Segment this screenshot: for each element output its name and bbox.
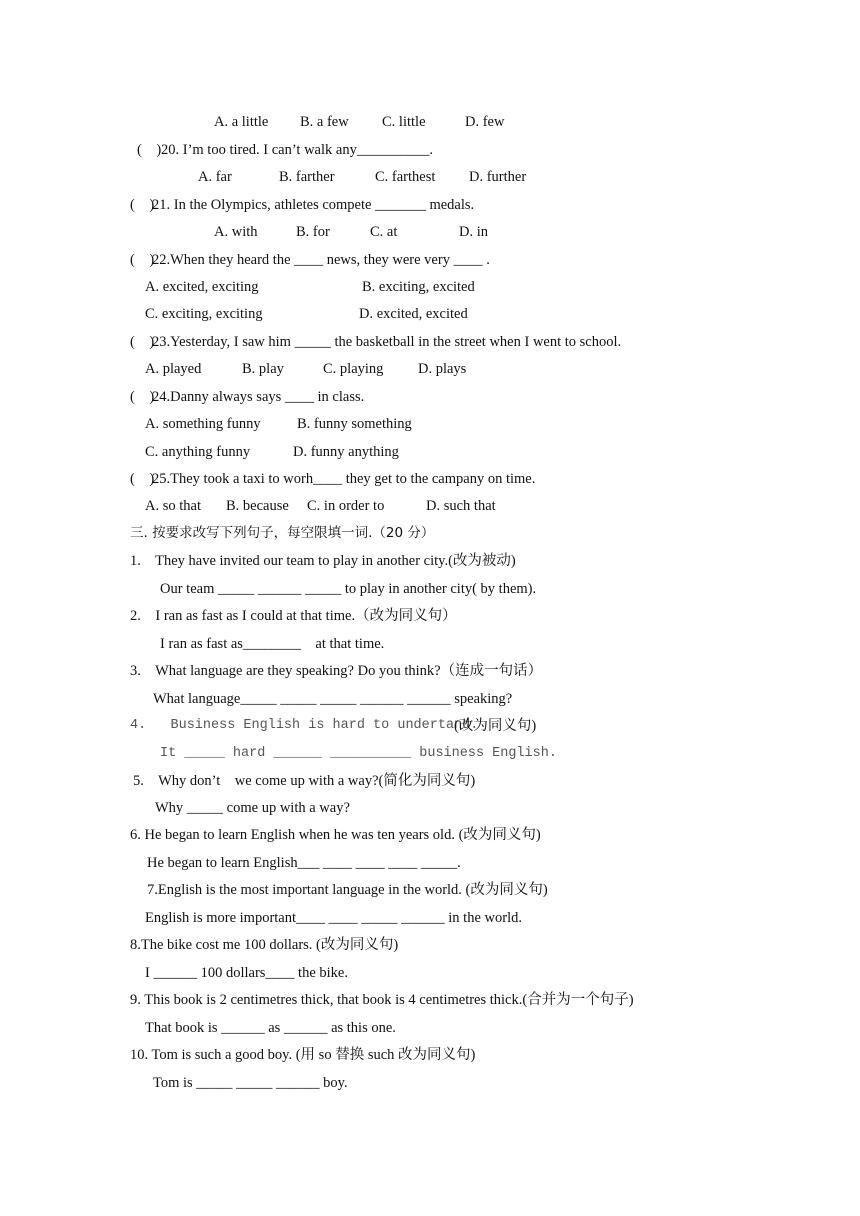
rewrite-3-answer: What language_____ _____ _____ ______ ______ speaking?: [153, 691, 513, 707]
q21-option-d: D. in: [459, 224, 488, 240]
q19-option-d: D. few: [465, 114, 505, 130]
rewrite-10-answer: Tom is _____ _____ ______ boy.: [153, 1075, 348, 1091]
q24-option-d: D. funny anything: [293, 444, 399, 460]
q23-stem: 23.Yesterday, I saw him _____ the basketball in the street when I went to school.: [152, 334, 622, 350]
q21-option-c: C. at: [370, 224, 398, 240]
q19-option-c: C. little: [382, 114, 426, 130]
q20-stem: 20. I’m too tired. I can’t walk any__________.: [161, 142, 433, 158]
q22-stem: 22.When they heard the ____ news, they were very ____ .: [152, 252, 490, 268]
q25-stem: 25.They took a taxi to worh____ they get to the campany on time.: [152, 471, 536, 487]
rewrite-2-answer: I ran as fast as________ at that time.: [160, 636, 385, 652]
rewrite-5-answer: Why _____ come up with a way?: [155, 800, 350, 816]
q21-stem: 21. In the Olympics, athletes compete _______ medals.: [152, 197, 475, 213]
q25-answer-paren: ( ): [130, 471, 155, 487]
q24-option-b: B. funny something: [297, 416, 412, 432]
q24-option-c: C. anything funny: [145, 444, 251, 460]
rewrite-9-answer: That book is ______ as ______ as this one.: [145, 1020, 396, 1036]
rewrite-9-question: 9. This book is 2 centimetres thick, that book is 4 centimetres thick.(合并为一个句子): [130, 992, 634, 1008]
q23-option-b: B. play: [242, 361, 284, 377]
rewrite-5-question: 5. Why don’t we come up with a way?(简化为同义句): [133, 773, 476, 789]
q25-option-a: A. so that: [145, 498, 201, 514]
rewrite-10-question: 10. Tom is such a good boy. (用 so 替换 such 改为同义句): [130, 1047, 476, 1063]
q23-option-a: A. played: [145, 361, 202, 377]
rewrite-1-answer: Our team _____ ______ _____ to play in another city( by them).: [160, 581, 537, 597]
rewrite-6-question: 6. He began to learn English when he was ten years old. (改为同义句): [130, 827, 541, 843]
q22-option-d: D. excited, excited: [359, 306, 468, 322]
q19-option-a: A. a little: [214, 114, 269, 130]
q21-option-b: B. for: [296, 224, 330, 240]
q19-option-b: B. a few: [300, 114, 349, 130]
rewrite-2-question: 2. I ran as fast as I could at that time.（改为同义句）: [130, 608, 457, 624]
q22-option-c: C. exciting, exciting: [145, 306, 263, 322]
rewrite-4-question: 4. Business English is hard to undertand.: [130, 718, 479, 733]
q25-option-b: B. because: [226, 498, 289, 514]
q22-option-b: B. exciting, excited: [362, 279, 475, 295]
rewrite-3-question: 3. What language are they speaking? Do you think?（连成一句话）: [130, 663, 543, 679]
q20-option-d: D. further: [469, 169, 527, 185]
q23-option-c: C. playing: [323, 361, 384, 377]
rewrite-8-question: 8.The bike cost me 100 dollars. (改为同义句): [130, 937, 399, 953]
rewrite-4-instruction: (改为同义句): [454, 718, 537, 734]
rewrite-8-answer: I ______ 100 dollars____ the bike.: [145, 965, 348, 981]
q24-stem: 24.Danny always says ____ in class.: [152, 389, 365, 405]
q21-answer-paren: ( ): [130, 197, 155, 213]
rewrite-7-answer: English is more important____ ____ _____ ______ in the world.: [145, 910, 522, 926]
q22-option-a: A. excited, exciting: [145, 279, 259, 295]
rewrite-7-question: 7.English is the most important language in the world. (改为同义句): [147, 882, 548, 898]
q23-option-d: D. plays: [418, 361, 467, 377]
q25-option-d: D. such that: [426, 498, 496, 514]
q20-answer-paren: ( ): [137, 142, 162, 158]
q24-answer-paren: ( ): [130, 389, 155, 405]
q20-option-c: C. farthest: [375, 169, 436, 185]
q21-option-a: A. with: [214, 224, 258, 240]
q25-option-c: C. in order to: [307, 498, 385, 514]
q23-answer-paren: ( ): [130, 334, 155, 350]
rewrite-1-question: 1. They have invited our team to play in another city.(改为被动): [130, 553, 516, 569]
q24-option-a: A. something funny: [145, 416, 261, 432]
q20-option-a: A. far: [198, 169, 232, 185]
rewrite-6-answer: He began to learn English___ ____ ____ ____ _____.: [147, 855, 461, 871]
q20-option-b: B. farther: [279, 169, 335, 185]
q22-answer-paren: ( ): [130, 252, 155, 268]
rewrite-4-answer: It _____ hard ______ __________ business English.: [160, 746, 557, 761]
section-3-heading: 三. 按要求改写下列句子，每空限填一词.（20 分）: [130, 525, 435, 541]
